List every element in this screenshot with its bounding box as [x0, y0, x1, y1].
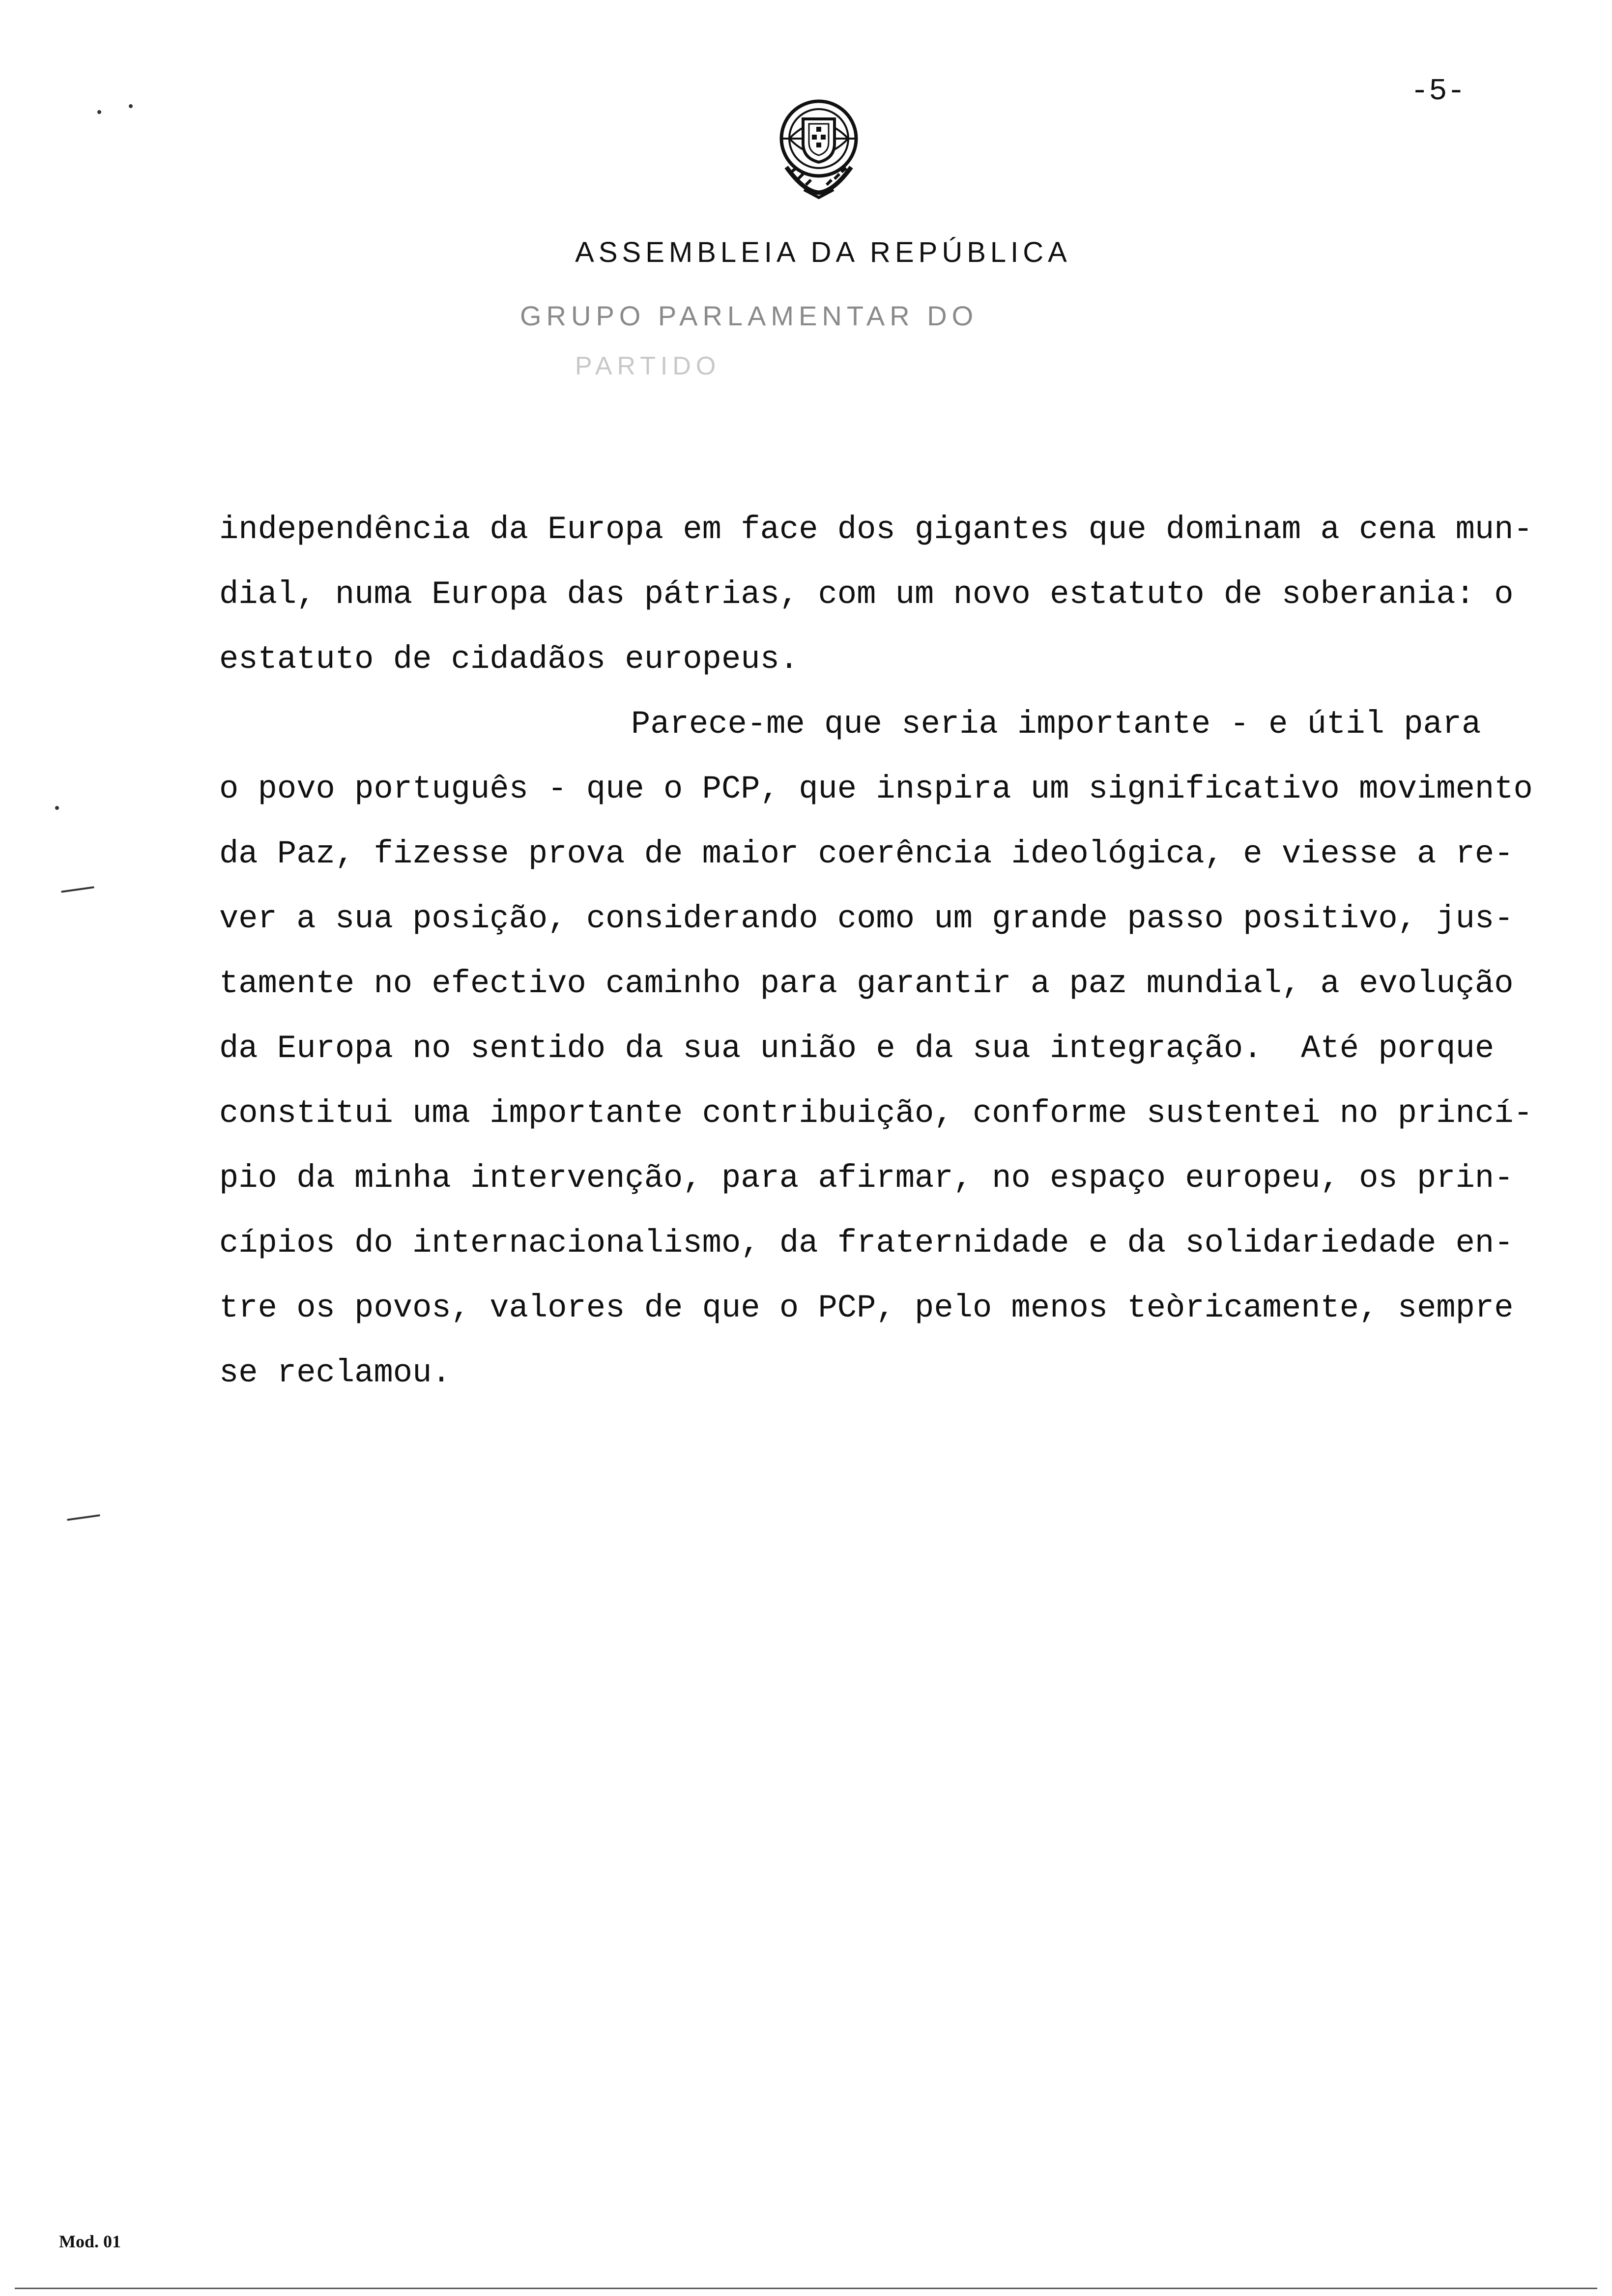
header-stamp-line-1: GRUPO PARLAMENTAR DO: [520, 300, 979, 331]
scan-speck: [97, 110, 101, 114]
body-line: ver a sua posição, considerando como um grande passo positivo, jus-: [219, 900, 1514, 937]
body-text: [219, 497, 1546, 1406]
body-line: pio da minha intervenção, para afirmar, no espaço europeu, os prin-: [219, 1160, 1514, 1197]
body-line-indented: Parece-me que seria importante - e útil para: [631, 706, 1481, 743]
margin-mark: [61, 886, 94, 892]
header-title: ASSEMBLEIA DA REPÚBLICA: [575, 236, 1071, 268]
body-line: da Paz, fizesse prova de maior coerência ideológica, e viesse a re-: [219, 835, 1514, 872]
body-line: tre os povos, valores de que o PCP, pelo menos teòricamente, sempre: [219, 1290, 1514, 1326]
body-line: da Europa no sentido da sua união e da sua integração. Até porque: [219, 1030, 1495, 1067]
page-number: -5-: [1410, 74, 1466, 109]
body-line: tamente no efectivo caminho para garantir a paz mundial, a evolução: [219, 965, 1514, 1002]
body-line: independência da Europa em face dos gigantes que dominam a cena mun-: [219, 511, 1533, 548]
footer-rule: [15, 2288, 1597, 2289]
scan-speck: [55, 806, 59, 810]
body-line: estatuto de cidadãos europeus.: [219, 641, 799, 678]
margin-mark: [67, 1514, 100, 1521]
body-line: se reclamou.: [219, 1354, 451, 1391]
footer-model-label: Mod. 01: [59, 2232, 121, 2251]
header-stamp-line-2: PARTIDO: [575, 352, 721, 380]
body-line: dial, numa Europa das pátrias, com um novo estatuto de soberania: o: [219, 576, 1514, 613]
body-line: cípios do internacionalismo, da fraternidade e da solidariedade en-: [219, 1225, 1514, 1262]
body-line: constitui uma importante contribuição, conforme sustentei no princí-: [219, 1095, 1533, 1132]
scan-speck: [129, 104, 133, 108]
body-line: o povo português - que o PCP, que inspira um significativo movimento: [219, 771, 1533, 807]
coat-of-arms-icon: [770, 93, 868, 201]
